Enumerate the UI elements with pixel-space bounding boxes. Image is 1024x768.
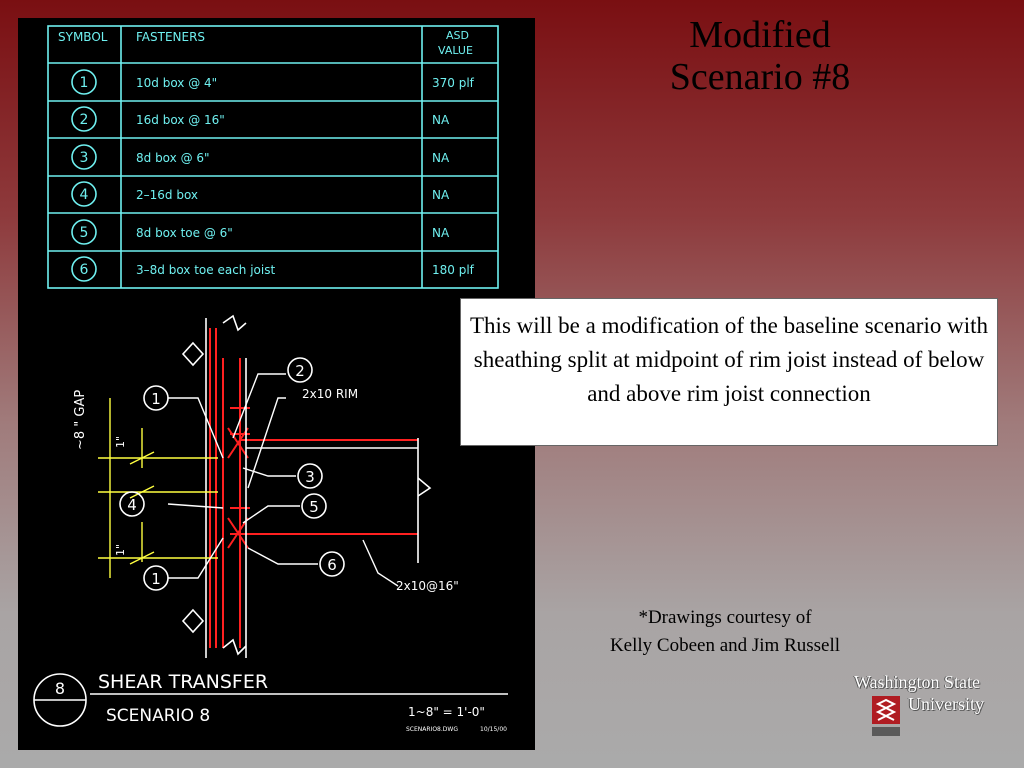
row-symbol: 1 (79, 75, 89, 91)
callout-3: 3 (305, 468, 315, 486)
row-fastener: 3–8d box toe each joist (136, 263, 276, 277)
callout-6: 6 (327, 556, 337, 574)
header-value: VALUE (438, 44, 473, 57)
joist-label: 2x10@16" (396, 579, 459, 593)
row-fastener: 2–16d box (136, 188, 199, 202)
title-line-2: Scenario #8 (669, 56, 851, 98)
table-row (72, 107, 450, 131)
header-symbol: SYMBOL (58, 30, 108, 44)
institution-line-1: Washington State (854, 672, 981, 692)
row-value: 370 plf (432, 76, 474, 90)
detail-number: 8 (54, 679, 66, 698)
callout-4: 4 (127, 496, 137, 514)
header-asd: ASD (446, 29, 469, 42)
row-value: NA (432, 226, 450, 240)
credit-line-2: Kelly Cobeen and Jim Russell (609, 635, 841, 656)
callout-2: 2 (295, 362, 305, 380)
fastener-table-grid (48, 26, 498, 288)
row-fastener: 10d box @ 4" (136, 76, 218, 90)
header-fasteners: FASTENERS (136, 30, 206, 44)
row-fastener: 8d box toe @ 6" (136, 226, 233, 240)
file-ref: SCENARIO8.DWG (406, 726, 458, 733)
table-row (72, 257, 475, 281)
row-value: NA (432, 188, 450, 202)
credit-line-1: *Drawings courtesy of (638, 607, 812, 628)
drawing-date: 10/15/00 (480, 726, 507, 733)
cad-drawing (18, 18, 535, 750)
table-row (72, 145, 450, 169)
detail-scale: 1~8" = 1'-0" (408, 705, 485, 719)
detail-title: SHEAR TRANSFER (98, 671, 269, 693)
institution-line-2: University (908, 694, 984, 714)
row-symbol: 3 (79, 150, 89, 166)
row-symbol: 2 (79, 112, 89, 128)
table-row (72, 220, 450, 244)
title-line-1: Modified (689, 14, 831, 56)
callout-1-bottom: 1 (151, 570, 161, 588)
detail-subtitle: SCENARIO 8 (106, 706, 211, 726)
rim-label: 2x10 RIM (302, 387, 359, 401)
drawing-credit (560, 604, 890, 660)
table-row (72, 182, 450, 206)
row-value: 180 plf (432, 263, 474, 277)
row-value: NA (432, 151, 450, 165)
slide-title (600, 14, 920, 98)
row-fastener: 16d box @ 16" (136, 113, 225, 127)
row-symbol: 4 (79, 187, 89, 203)
row-symbol: 6 (79, 262, 89, 278)
wsu-shield-icon (872, 696, 900, 736)
cad-svg (18, 18, 535, 750)
callout-1-top: 1 (151, 390, 161, 408)
table-row (72, 70, 475, 94)
callout-5: 5 (309, 498, 319, 516)
callout-leaders (168, 374, 398, 586)
row-fastener: 8d box @ 6" (136, 151, 210, 165)
dim-label-top: 1" (114, 435, 127, 448)
wsu-logo (852, 672, 1012, 742)
row-symbol: 5 (79, 225, 89, 241)
note-text: This will be a modification of the baseline scenario with sheathing split at midpoint of rim joist instead of below and above rim joist connection (470, 313, 988, 406)
gap-label: ~8 " GAP (73, 389, 88, 450)
note-box (460, 298, 998, 446)
row-value: NA (432, 113, 450, 127)
dim-label-bottom: 1" (114, 543, 127, 556)
